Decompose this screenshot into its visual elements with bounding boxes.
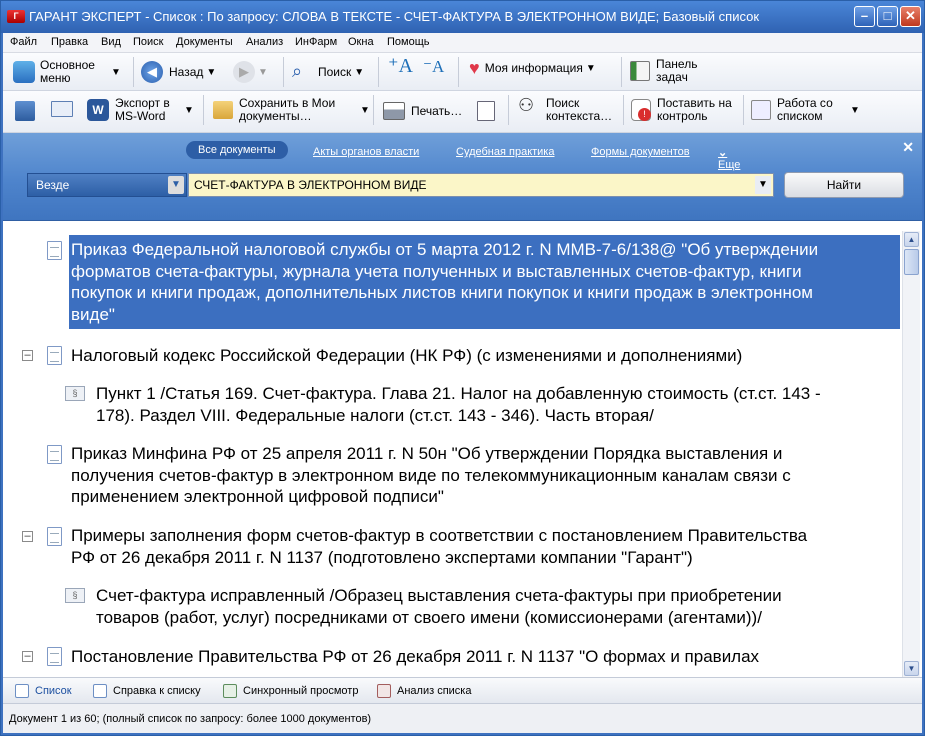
task-panel-button[interactable]: [630, 58, 706, 84]
tab-list-analysis-label: Анализ списка: [397, 685, 472, 697]
result-line: Приказ Минфина РФ от 25 апреля 2011 г. N 50н "Об утверждении Порядка выставления и: [71, 444, 783, 463]
list-doc-icon: [15, 684, 29, 698]
printer-icon: [383, 102, 405, 120]
context-search-label: Поиск контекста…: [546, 96, 613, 123]
envelope-icon: [51, 101, 73, 117]
search-label: Поиск: [318, 64, 352, 79]
garant-logo-icon: Г: [7, 10, 25, 23]
result-line: Примеры заполнения форм счетов-фактур в соответствии с постановлением Правительства: [71, 526, 808, 545]
tab-list-analysis[interactable]: [377, 684, 471, 698]
result-line: покупок и книги продаж, дополнительных листов книги покупок и книги продаж в электронном: [71, 283, 813, 302]
list-item[interactable]: [71, 525, 807, 568]
tab-sync-view-label: Синхронный просмотр: [243, 685, 359, 697]
main-menu-icon: [13, 61, 35, 83]
export-word-button[interactable]: [87, 97, 194, 123]
main-menu-label: Основное меню: [40, 58, 95, 85]
print-button[interactable]: [383, 102, 462, 120]
export-word-label: Экспорт в MS-Word: [115, 96, 170, 123]
document-icon: [47, 241, 62, 260]
main-menu-button[interactable]: [13, 59, 121, 85]
close-button[interactable]: ✕: [900, 6, 921, 27]
document-icon: [47, 346, 62, 365]
set-control-label: Поставить на контроль: [657, 96, 732, 123]
result-line: Постановление Правительства РФ от 26 декабря 2011 г. N 1137 "О формах и правилах: [71, 647, 760, 666]
maximize-button[interactable]: □: [877, 6, 898, 27]
menu-edit[interactable]: Правка: [51, 36, 89, 48]
tab-more[interactable]: [718, 146, 741, 171]
paragraph-icon: §: [65, 386, 85, 401]
chevron-down-icon: ▼: [850, 104, 860, 116]
chevron-down-icon[interactable]: ▼: [755, 176, 771, 194]
scope-value: Везде: [36, 178, 70, 192]
context-search-button[interactable]: [518, 97, 620, 123]
help-doc-icon: [93, 684, 107, 698]
scroll-up-icon[interactable]: ▲: [904, 232, 919, 247]
set-control-button[interactable]: [631, 97, 733, 123]
result-line: Счет-фактура исправленный /Образец выставления счета-фактуры при приобретении: [96, 586, 782, 605]
task-panel-label: Панель задач: [656, 57, 698, 84]
menu-view[interactable]: Вид: [101, 36, 121, 48]
result-line: форматов счета-фактуры, журнала учета полученных и выставленных счетов-фактур, книги: [71, 261, 802, 281]
forward-arrow-icon: ▶: [233, 61, 255, 83]
tab-list[interactable]: [15, 684, 72, 698]
result-line: товаров (работ, услуг) посредниками от своего имени (комиссионерами (агентами))/: [96, 607, 762, 627]
bottom-tabs: [3, 677, 922, 703]
collapse-icon[interactable]: –: [22, 531, 33, 542]
document-toolbar: [3, 91, 922, 133]
binoculars-icon: ⚇: [518, 95, 535, 115]
document-preview-icon: [477, 101, 495, 121]
chevron-down-icon: ▼: [168, 176, 184, 194]
folder-icon: [213, 101, 233, 119]
save-my-docs-button[interactable]: [213, 97, 370, 123]
menu-infarm[interactable]: ИнФарм: [295, 36, 338, 48]
list-item-selected[interactable]: [69, 235, 900, 329]
list-item[interactable]: [71, 443, 791, 508]
heart-icon: ♥: [469, 58, 480, 78]
tab-document-forms[interactable]: Формы документов: [591, 146, 690, 158]
chevron-down-icon: ▼: [360, 104, 370, 116]
chevron-down-icon: ▼: [184, 104, 194, 116]
minimize-button[interactable]: –: [854, 6, 875, 27]
save-my-docs-label: Сохранить в Мои документы…: [239, 96, 336, 123]
result-line: Приказ Федеральной налоговой службы от 5 марта 2012 г. N ММВ-7-6/138@ "Об утверждении: [71, 240, 819, 259]
list-ops-button[interactable]: [751, 97, 860, 123]
chevron-down-icon: ▼: [354, 66, 365, 78]
email-button[interactable]: [51, 101, 73, 117]
font-increase-icon: ⁺A: [388, 55, 413, 77]
preview-button[interactable]: [477, 101, 495, 121]
document-icon: [47, 647, 62, 666]
task-panel-icon: [630, 61, 650, 81]
back-label: Назад: [169, 64, 204, 79]
tab-authorities-acts[interactable]: Акты органов власти: [313, 146, 420, 158]
tab-list-help[interactable]: [93, 684, 201, 698]
font-decrease-button[interactable]: [423, 57, 445, 76]
tab-list-label: Список: [35, 685, 72, 697]
document-icon: [47, 445, 62, 464]
chevron-down-icon: ▼: [111, 66, 121, 78]
list-item[interactable]: [96, 585, 782, 628]
chart-icon: [377, 684, 391, 698]
print-label: Печать…: [411, 103, 463, 118]
back-arrow-icon: ◀: [141, 61, 163, 83]
result-line: виде": [71, 304, 115, 324]
result-line: применением электронной цифровой подписи": [71, 487, 444, 506]
result-line: РФ от 26 декабря 2011 г. N 1137 (подготовлено экспертами компании "Гарант"): [71, 547, 693, 567]
tab-more-label: Еще: [718, 159, 741, 171]
title-bar: [1, 1, 924, 33]
menu-help[interactable]: Помощь: [387, 36, 430, 48]
search-panel: [3, 133, 922, 221]
my-info-label: Моя информация: [484, 61, 583, 75]
menu-file[interactable]: Файл: [10, 36, 38, 48]
menu-windows[interactable]: Окна: [348, 36, 374, 48]
save-button[interactable]: [15, 101, 35, 121]
menu-search[interactable]: Поиск: [133, 36, 164, 48]
floppy-icon: [15, 101, 35, 121]
menu-bar: [3, 33, 922, 53]
results-list: [3, 221, 922, 677]
search-button[interactable]: [292, 61, 364, 83]
result-line: Налоговый кодекс Российской Федерации (НК РФ) (с изменениями и дополнениями): [71, 346, 743, 365]
find-button[interactable]: Найти: [784, 172, 904, 198]
chevron-down-icon: ⌄: [718, 147, 728, 159]
status-bar: [3, 703, 922, 733]
close-panel-icon[interactable]: ✕: [902, 139, 914, 155]
list-ops-label: Работа со списком: [777, 96, 833, 123]
menu-analysis[interactable]: Анализ: [246, 36, 284, 48]
status-text: Документ 1 из 60; (полный список по запросу: более 1000 документов): [9, 713, 372, 725]
chevron-down-icon: ▼: [206, 66, 217, 78]
query-input[interactable]: [188, 173, 774, 197]
list-item[interactable]: [71, 646, 759, 668]
list-item[interactable]: [96, 383, 821, 426]
query-value: СЧЕТ-ФАКТУРА В ЭЛЕКТРОННОМ ВИДЕ: [194, 178, 427, 192]
word-icon: W: [87, 99, 109, 121]
sync-icon: [223, 684, 237, 698]
magnifier-icon: ⌕: [292, 61, 303, 81]
collapse-icon[interactable]: –: [22, 350, 33, 361]
window-title: ГАРАНТ ЭКСПЕРТ - Список : По запросу: СЛОВА В ТЕКСТЕ - СЧЕТ-ФАКТУРА В ЭЛЕКТРОННОМ ВИДЕ; Базовый список: [29, 9, 760, 24]
chevron-down-icon: ▼: [258, 66, 268, 78]
font-increase-button[interactable]: [388, 55, 413, 77]
my-info-button[interactable]: [469, 58, 596, 78]
font-decrease-icon: ⁻A: [423, 57, 445, 76]
chevron-down-icon: ▼: [585, 63, 596, 74]
list-item[interactable]: [71, 345, 742, 367]
scope-select[interactable]: [27, 173, 187, 197]
result-line: получения счетов-фактур в электронном виде по телекоммуникационным каналам связи с: [71, 465, 791, 485]
list-icon: [751, 100, 771, 120]
result-line: 178). Раздел VIII. Федеральные налоги (ст.ст. 143 - 346). Часть вторая/: [96, 405, 654, 425]
tab-sync-view[interactable]: [223, 684, 358, 698]
scroll-thumb[interactable]: [904, 249, 919, 275]
back-button[interactable]: [141, 61, 216, 83]
menu-documents[interactable]: Документы: [176, 36, 233, 48]
vertical-scrollbar[interactable]: [902, 231, 920, 677]
scroll-down-icon[interactable]: ▼: [904, 661, 919, 676]
main-toolbar: [3, 53, 922, 91]
tab-all-documents[interactable]: Все документы: [186, 141, 288, 159]
result-line: Пункт 1 /Статья 169. Счет-фактура. Глава 21. Налог на добавленную стоимость (ст.ст. 143 -: [96, 384, 821, 403]
document-icon: [47, 527, 62, 546]
paragraph-icon: §: [65, 588, 85, 603]
tab-list-help-label: Справка к списку: [113, 685, 201, 697]
forward-button[interactable]: [233, 61, 268, 83]
tab-court-practice[interactable]: Судебная практика: [456, 146, 555, 158]
control-icon: !: [631, 99, 651, 121]
collapse-icon[interactable]: –: [22, 651, 33, 662]
